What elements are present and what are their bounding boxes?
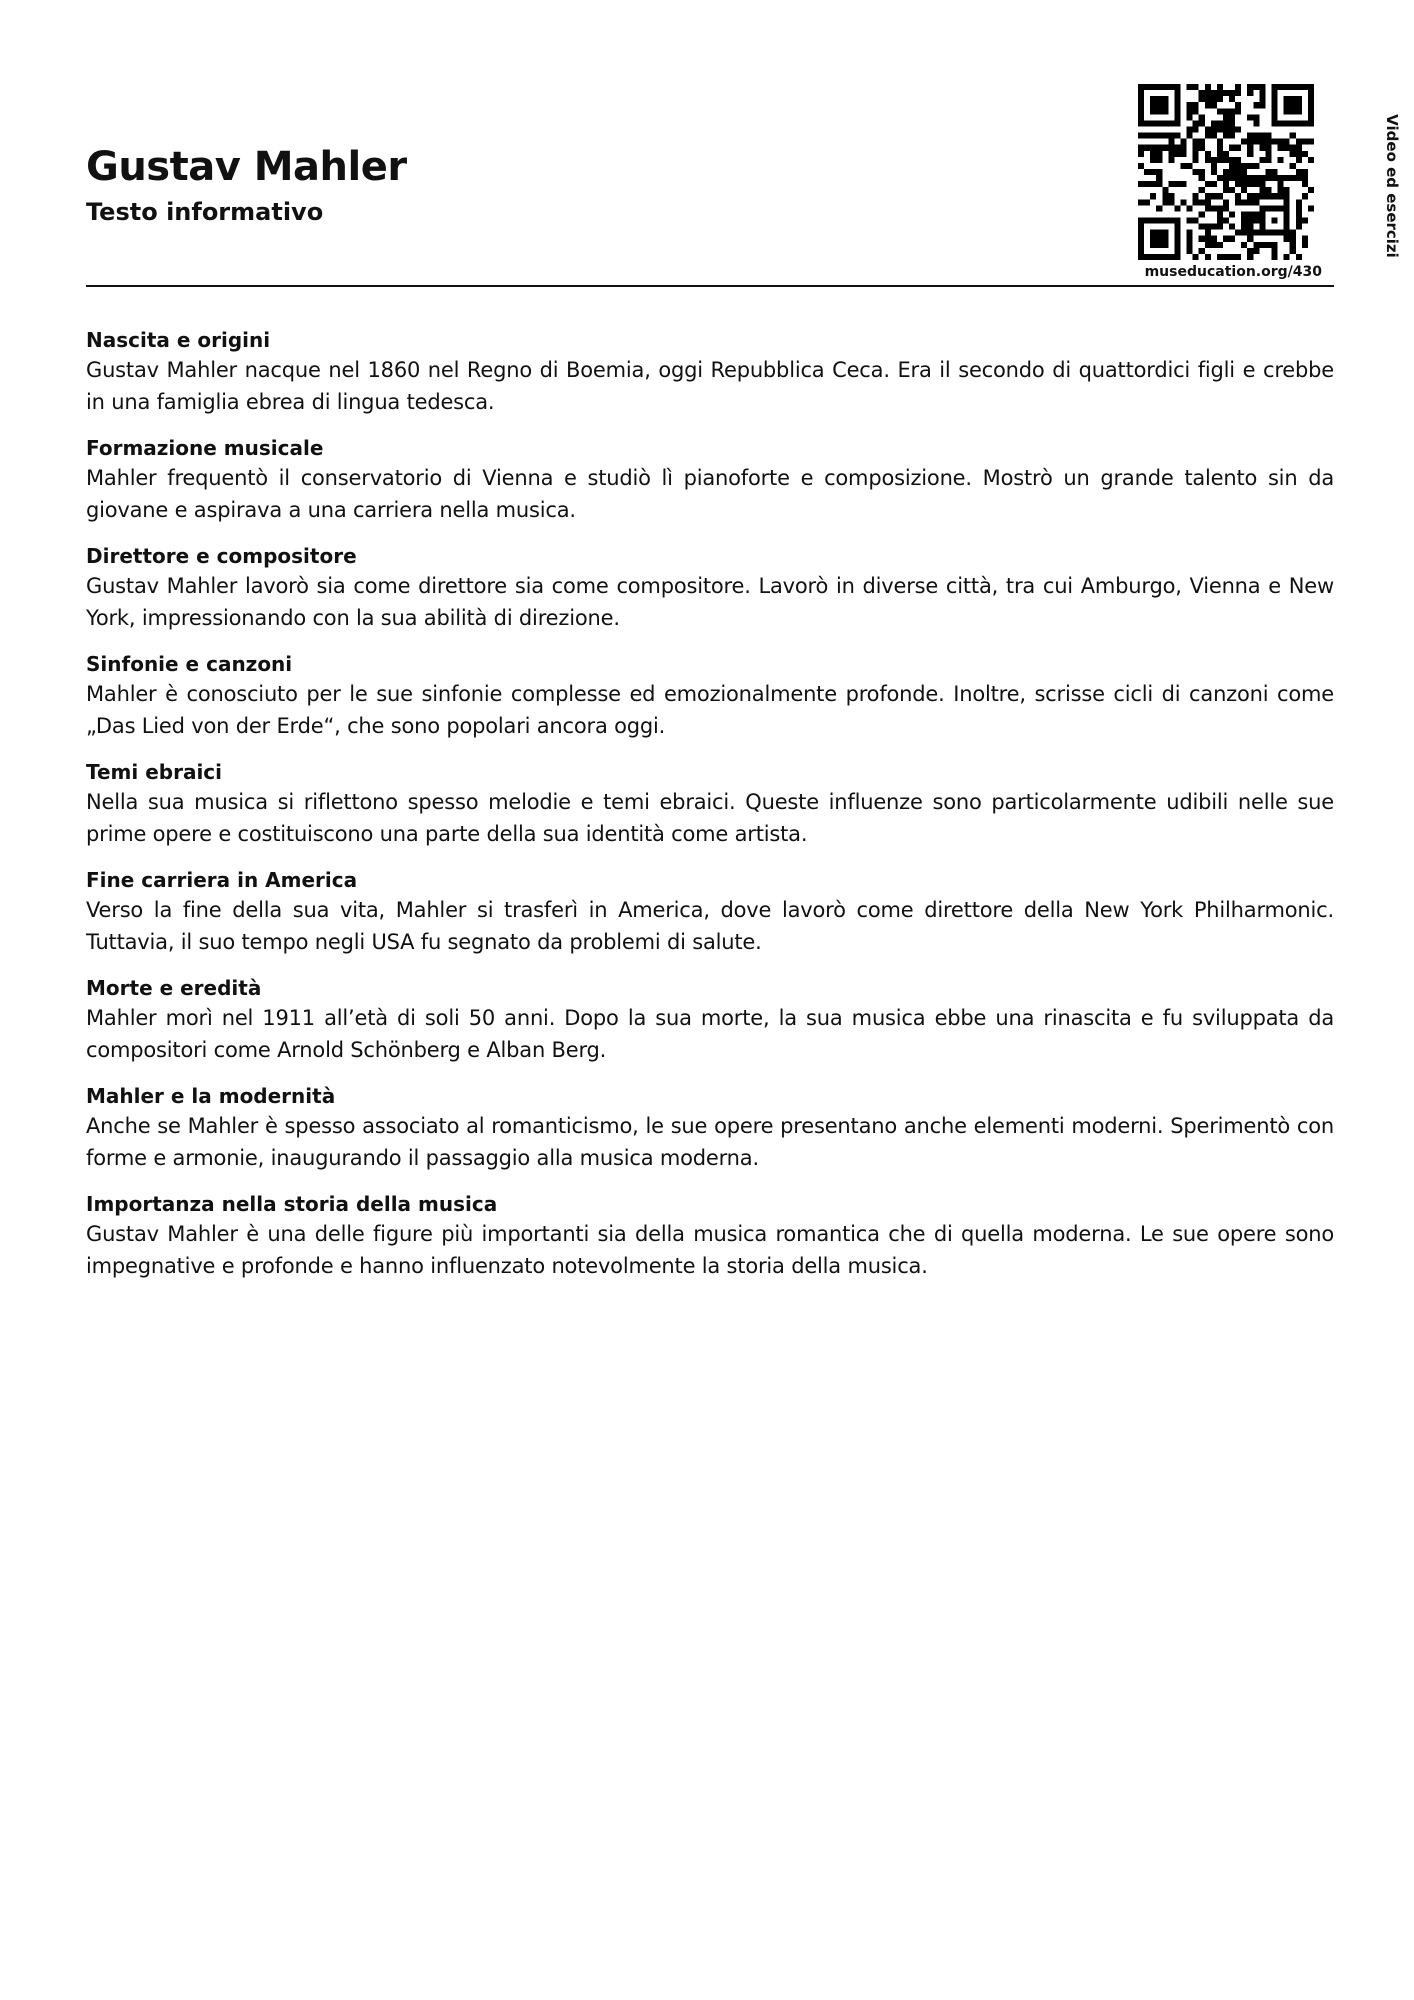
qr-code-icon[interactable]: [1138, 84, 1314, 260]
section-text: Anche se Mahler è spesso associato al romanticismo, le sue opere presentano anche elementi moderni. Sperimentò con forme e armonie, inaugurando il passaggio alla musica moderna.: [86, 1114, 1334, 1170]
section-heading: Direttore e compositore: [86, 544, 357, 568]
qr-block: [1118, 78, 1401, 286]
qr-url-link[interactable]: museducation.org/430: [1144, 264, 1322, 280]
section-heading: Nascita e origini: [86, 328, 271, 352]
section-text: Gustav Mahler lavorò sia come direttore sia come compositore. Lavorò in diverse città, tra cui Amburgo, Vienna e New York, impressionando con la sua abilità di direzione.: [86, 574, 1334, 630]
page-header: [86, 78, 1401, 286]
section-text: Verso la fine della sua vita, Mahler si trasferì in America, dove lavorò come direttore della New York Philharmonic. Tuttavia, il suo tempo negli USA fu segnato da problemi di salute.: [86, 898, 1334, 954]
section-heading: Temi ebraici: [86, 760, 223, 784]
article-body: [86, 326, 1334, 1298]
page-title: Gustav Mahler: [86, 144, 407, 190]
article-section: [86, 1082, 1334, 1174]
article-section: [86, 434, 1334, 526]
section-text: Gustav Mahler è una delle figure più importanti sia della musica romantica che di quella moderna. Le sue opere sono impegnative e profonde e hanno influenzato notevolmente la storia della musica.: [86, 1222, 1334, 1278]
article-section: [86, 866, 1334, 958]
section-text: Mahler è conosciuto per le sue sinfonie complesse ed emozionalmente profonde. Inoltre, scrisse cicli di canzoni come „Das Lied von der Erde“, che sono popolari ancora oggi.: [86, 682, 1334, 738]
section-text: Gustav Mahler nacque nel 1860 nel Regno di Boemia, oggi Repubblica Ceca. Era il secondo di quattordici figli e crebbe in una famiglia ebrea di lingua tedesca.: [86, 358, 1334, 414]
section-heading: Importanza nella storia della musica: [86, 1192, 498, 1216]
section-text: Nella sua musica si riflettono spesso melodie e temi ebraici. Queste influenze sono particolarmente udibili nelle sue prime opere e costituiscono una parte della sua identità come artista.: [86, 790, 1334, 846]
section-heading: Formazione musicale: [86, 436, 324, 460]
section-text: Mahler morì nel 1911 all’età di soli 50 anni. Dopo la sua morte, la sua musica ebbe una rinascita e fu sviluppata da compositori come Arnold Schönberg e Alban Berg.: [86, 1006, 1334, 1062]
page-subtitle: Testo informativo: [86, 198, 324, 226]
section-heading: Fine carriera in America: [86, 868, 358, 892]
header-divider: [86, 285, 1334, 287]
qr-side-label: Video ed esercizi: [1383, 114, 1401, 258]
article-section: [86, 542, 1334, 634]
article-section: [86, 326, 1334, 418]
article-section: [86, 974, 1334, 1066]
article-section: [86, 1190, 1334, 1282]
section-heading: Morte e eredità: [86, 976, 262, 1000]
section-text: Mahler frequentò il conservatorio di Vienna e studiò lì pianoforte e composizione. Mostrò un grande talento sin da giovane e aspirava a una carriera nella musica.: [86, 466, 1334, 522]
article-section: [86, 650, 1334, 742]
section-heading: Mahler e la modernità: [86, 1084, 336, 1108]
section-heading: Sinfonie e canzoni: [86, 652, 293, 676]
article-section: [86, 758, 1334, 850]
